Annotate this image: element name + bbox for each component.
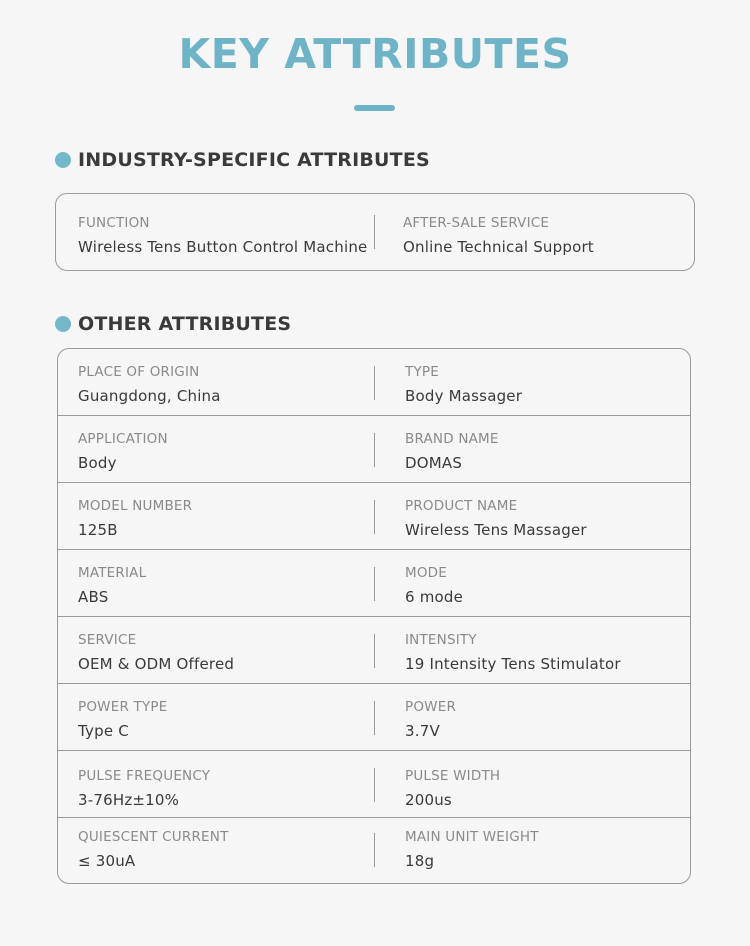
attribute-value: 6 mode bbox=[405, 588, 464, 606]
attribute-left bbox=[78, 699, 167, 740]
attribute-right bbox=[403, 215, 594, 256]
attribute-right bbox=[405, 829, 539, 870]
attribute-key: MODEL NUMBER bbox=[78, 498, 193, 514]
attribute-value: 3.7V bbox=[405, 722, 440, 740]
attribute-right bbox=[405, 565, 463, 606]
bullet-dot-icon bbox=[55, 152, 71, 168]
section-heading-industry bbox=[55, 149, 430, 171]
attribute-left bbox=[78, 565, 146, 606]
attribute-key: FUNCTION bbox=[78, 215, 150, 231]
attribute-key: MAIN UNIT WEIGHT bbox=[405, 829, 539, 845]
section-heading-other bbox=[55, 313, 291, 335]
attribute-value: 3-76Hz±10% bbox=[78, 791, 180, 809]
attribute-left bbox=[78, 431, 168, 472]
table-row bbox=[58, 416, 690, 483]
attribute-value: 19 Intensity Tens Stimulator bbox=[405, 655, 621, 673]
table-row bbox=[58, 483, 690, 550]
table-row bbox=[58, 818, 690, 884]
attribute-value: OEM & ODM Offered bbox=[78, 655, 235, 673]
attribute-key: POWER TYPE bbox=[78, 699, 168, 715]
attribute-key: PRODUCT NAME bbox=[405, 498, 518, 514]
attribute-key: AFTER-SALE SERVICE bbox=[403, 215, 550, 231]
attribute-value: Body Massager bbox=[405, 387, 523, 405]
attribute-value: DOMAS bbox=[405, 454, 463, 472]
column-divider bbox=[374, 500, 375, 534]
attribute-value: Online Technical Support bbox=[403, 238, 594, 256]
other-attributes-table bbox=[57, 348, 691, 884]
column-divider bbox=[374, 366, 375, 400]
attribute-right bbox=[405, 768, 500, 809]
section-title: INDUSTRY-SPECIFIC ATTRIBUTES bbox=[78, 149, 430, 171]
table-row bbox=[58, 617, 690, 684]
column-divider bbox=[374, 634, 375, 668]
attribute-key: SERVICE bbox=[78, 632, 137, 648]
attribute-right bbox=[405, 498, 587, 539]
attribute-right bbox=[405, 364, 522, 405]
attribute-key: TYPE bbox=[405, 364, 439, 380]
attribute-key: MATERIAL bbox=[78, 565, 147, 581]
column-divider bbox=[374, 768, 375, 802]
attribute-value: ABS bbox=[78, 588, 109, 606]
attribute-value: 18g bbox=[405, 852, 435, 870]
attribute-key: POWER bbox=[405, 699, 457, 715]
attribute-key: INTENSITY bbox=[405, 632, 477, 648]
industry-attributes-table bbox=[55, 193, 695, 271]
attribute-value: 200us bbox=[405, 791, 452, 809]
bullet-dot-icon bbox=[55, 316, 71, 332]
table-row bbox=[58, 751, 690, 818]
attribute-value: ≤ 30uA bbox=[78, 852, 136, 870]
column-divider bbox=[374, 833, 375, 867]
attribute-left bbox=[78, 364, 221, 405]
title-underline bbox=[354, 105, 395, 111]
attribute-value: Guangdong, China bbox=[78, 387, 221, 405]
attribute-value: Body bbox=[78, 454, 117, 472]
column-divider bbox=[374, 567, 375, 601]
attribute-right bbox=[405, 699, 456, 740]
attribute-value: Wireless Tens Massager bbox=[405, 521, 587, 539]
attribute-value: 125B bbox=[78, 521, 118, 539]
attribute-key: MODE bbox=[405, 565, 447, 581]
attribute-left bbox=[78, 215, 367, 256]
attribute-key: BRAND NAME bbox=[405, 431, 499, 447]
table-row bbox=[58, 550, 690, 617]
column-divider bbox=[374, 215, 375, 249]
section-title: OTHER ATTRIBUTES bbox=[78, 313, 292, 335]
attribute-left bbox=[78, 768, 210, 809]
attribute-value: Wireless Tens Button Control Machine bbox=[78, 238, 368, 256]
attribute-key: PULSE WIDTH bbox=[405, 768, 501, 784]
attribute-left bbox=[78, 498, 192, 539]
attribute-key: APPLICATION bbox=[78, 431, 168, 447]
column-divider bbox=[374, 701, 375, 735]
page-title: KEY ATTRIBUTES bbox=[178, 30, 572, 78]
attribute-left bbox=[78, 632, 234, 673]
attribute-key: PLACE OF ORIGIN bbox=[78, 364, 200, 380]
table-row bbox=[58, 684, 690, 751]
attribute-value: Type C bbox=[78, 722, 129, 740]
attribute-key: QUIESCENT CURRENT bbox=[78, 829, 229, 845]
table-row bbox=[58, 349, 690, 416]
attribute-right bbox=[405, 431, 499, 472]
attribute-left bbox=[78, 829, 229, 870]
column-divider bbox=[374, 433, 375, 467]
table-row bbox=[56, 194, 694, 270]
attribute-key: PULSE FREQUENCY bbox=[78, 768, 211, 784]
attribute-right bbox=[405, 632, 621, 673]
